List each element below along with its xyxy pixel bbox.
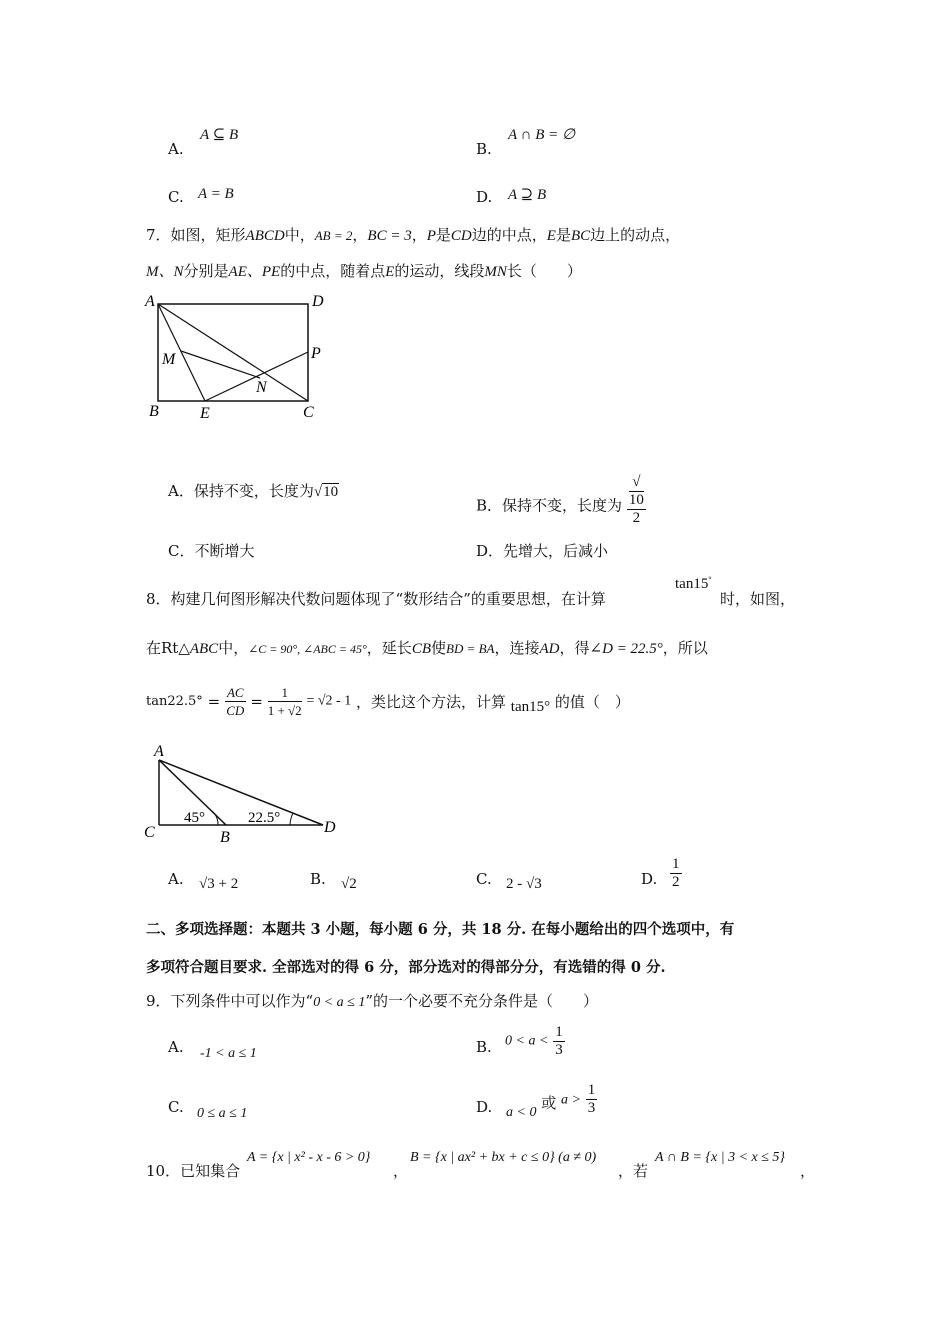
- q6-option-b-label: B.: [476, 140, 492, 158]
- q10-set-b: B = {x | ax² + bx + c ≤ 0} (a ≠ 0): [410, 1150, 597, 1165]
- q7-option-c: C．不断增大: [168, 542, 255, 560]
- q9-option-d-expr: a < 0 或 a > $\frac{1}{3}$: [506, 1082, 596, 1120]
- section2-heading-line2: 多项符合题目要求. 全部选对的得 6 分，部分选对的得部分分，有选错的得 0 分.: [146, 959, 666, 976]
- q10-end: ，: [800, 1162, 816, 1180]
- q8-tan15: tan15°: [675, 575, 712, 592]
- q9-option-b-label: B.: [476, 1038, 492, 1056]
- q9-option-b-expr: 0 < a < $\frac{1}{3}$: [505, 1024, 563, 1058]
- angle-22-label: 22.5°: [248, 810, 281, 826]
- q8-option-d-frac: $\frac{1}{2}$: [672, 856, 680, 890]
- q7-option-a: A．保持不变，长度为√10: [168, 482, 339, 500]
- q6-option-a-expr: A ⊆ B: [200, 127, 239, 143]
- q8-option-a-expr: √3 + 2: [199, 876, 239, 892]
- q10-comma: ，: [393, 1162, 409, 1180]
- q8-stem-line2: 在Rt△ABC中，∠C = 90°, ∠ABC = 45°，延长CB使BD = BA，连接AD，得∠D = 22.5°，所以: [146, 639, 708, 657]
- q6-option-c-expr: A = B: [198, 186, 234, 202]
- q10-intersection: A ∩ B = {x | 3 < x ≤ 5}: [655, 1150, 786, 1165]
- q6-option-d-expr: A ⊇ B: [508, 187, 547, 203]
- q8-triangle-figure: [140, 740, 350, 845]
- q8-option-d-label: D.: [641, 870, 658, 888]
- label-d: D: [312, 293, 324, 310]
- section2-heading-line1: 二、多项选择题：本题共 3 小题，每小题 6 分，共 18 分. 在每小题给出的四个选项中，有: [146, 921, 735, 938]
- label-e: E: [200, 405, 210, 422]
- q7-option-b: B．保持不变，长度为 √ 10 2: [476, 474, 644, 526]
- segment-mn: [181, 351, 260, 378]
- q10-mid: ，若: [618, 1162, 649, 1180]
- angle-22-arc: [290, 813, 293, 825]
- q6-option-b-expr: A ∩ B = ∅: [508, 127, 576, 143]
- label-m: M: [162, 351, 176, 368]
- q9-option-a-expr: -1 < a ≤ 1: [200, 1046, 257, 1061]
- q7-rectangle-figure: [140, 288, 340, 428]
- q9-option-c-expr: 0 ≤ a ≤ 1: [197, 1106, 248, 1121]
- label-d: D: [324, 819, 336, 836]
- q8-option-b-expr: √2: [341, 876, 357, 892]
- diagonal-ac: [158, 304, 308, 401]
- label-n: N: [256, 379, 267, 396]
- q8-option-b-label: B.: [310, 870, 326, 888]
- label-a: A: [154, 743, 164, 760]
- q9-option-c-label: C.: [168, 1098, 184, 1116]
- q8-stem-line1: 8．构建几何图形解决代数问题体现了“数形结合”的重要思想，在计算: [146, 590, 606, 608]
- label-p: P: [311, 345, 321, 362]
- angle-45-label: 45°: [184, 810, 205, 826]
- label-b: B: [220, 829, 230, 845]
- q9-stem: 9．下列条件中可以作为“0 < a ≤ 1”的一个必要不充分条件是（ ）: [146, 992, 599, 1010]
- q6-option-c-label: C.: [168, 188, 184, 206]
- q8-option-a-label: A.: [168, 870, 184, 888]
- q6-option-d-label: D.: [476, 188, 493, 206]
- q9-option-a-label: A.: [168, 1038, 184, 1056]
- q6-option-a-label: A.: [168, 140, 184, 158]
- q9-option-d-label: D.: [476, 1098, 493, 1116]
- q7-option-d: D．先增大，后减小: [476, 542, 609, 560]
- q7-stem-line1: 7．如图，矩形ABCD中，AB = 2，BC = 3，P是CD边的中点，E是BC边上的动点，: [146, 226, 681, 244]
- q10-set-a: A = {x | x² - x - 6 > 0}: [247, 1150, 371, 1165]
- label-a: A: [145, 293, 155, 310]
- q7-stem-line2: M、N分别是AE、PE的中点，随着点E的运动，线段MN长（ ）: [146, 262, 582, 280]
- label-c: C: [303, 404, 314, 421]
- q10-stem: 10．已知集合: [146, 1162, 241, 1180]
- q8-option-c-label: C.: [476, 870, 492, 888]
- label-b: B: [149, 403, 159, 420]
- q8-stem-line1-end: 时，如图，: [720, 590, 796, 608]
- q8-stem-line3: tan22.5° = $\frac{AC}{CD}$ = $\frac{1}{1 + √2}$ = √2 - 1 ，类比这个方法，计算 tan15° 的值（ ）: [146, 685, 630, 718]
- label-c: C: [144, 824, 155, 841]
- q8-option-c-expr: 2 - √3: [506, 876, 542, 892]
